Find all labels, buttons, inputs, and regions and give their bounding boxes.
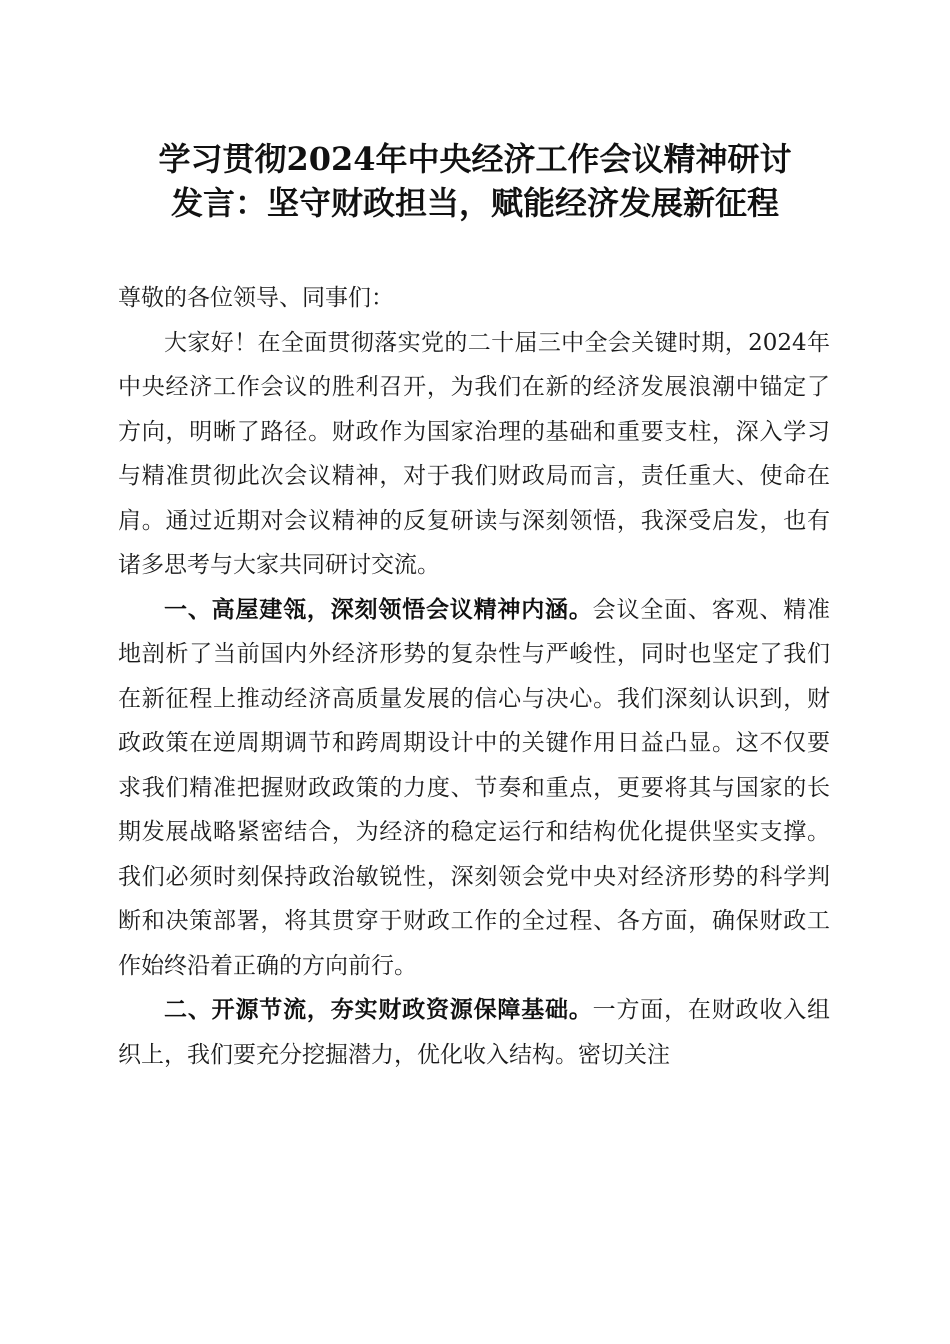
intro-paragraph: 大家好！在全面贯彻落实党的二十届三中全会关键时期，2024年中央经济工作会议的胜利召开，为我们在新的经济发展浪潮中锚定了方向，明晰了路径。财政作为国家治理的基础和重要支柱，深入学习与精准贯彻此次会议精神，对于我们财政局而言，责任重大、使命在肩。通过近期对会议精神的反复研读与深刻领悟，我深受启发，也有诸多思考与大家共同研讨交流。 xyxy=(118,329,830,578)
document-title xyxy=(110,137,840,225)
section-2-paragraph xyxy=(118,988,830,1077)
title-line-1: 学习贯彻2024年中央经济工作会议精神研讨 xyxy=(158,140,792,178)
title-line-2: 发言：坚守财政担当，赋能经济发展新征程 xyxy=(170,184,779,222)
section-2-heading: 二、开源节流，夯实财政资源保障基础。 xyxy=(164,996,593,1023)
document-body xyxy=(118,276,830,1077)
section-1-text: 会议全面、客观、精准地剖析了当前国内外经济形势的复杂性与严峻性，同时也坚定了我们在新征程上推动经济高质量发展的信心与决心。我们深刻认识到，财政政策在逆周期调节和跨周期设计中的关键作用日益凸显。这不仅要求我们精准把握财政政策的力度、节奏和重点，更要将其与国家的长期发展战略紧密结合，为经济的稳定运行和结构优化提供坚实支撑。我们必须时刻保持政治敏锐性，深刻领会党中央对经济形势的科学判断和决策部署，将其贯穿于财政工作的全过程、各方面，确保财政工作始终沿着正确的方向前行。 xyxy=(118,596,831,979)
section-2-text: 一方面，在财政收入组织上，我们要充分挖掘潜力，优化收入结构。密切关注 xyxy=(118,997,831,1068)
salutation: 尊敬的各位领导、同事们： xyxy=(118,285,394,311)
section-1-heading: 一、高屋建瓴，深刻领悟会议精神内涵。 xyxy=(164,595,593,623)
section-1-paragraph xyxy=(118,588,830,989)
